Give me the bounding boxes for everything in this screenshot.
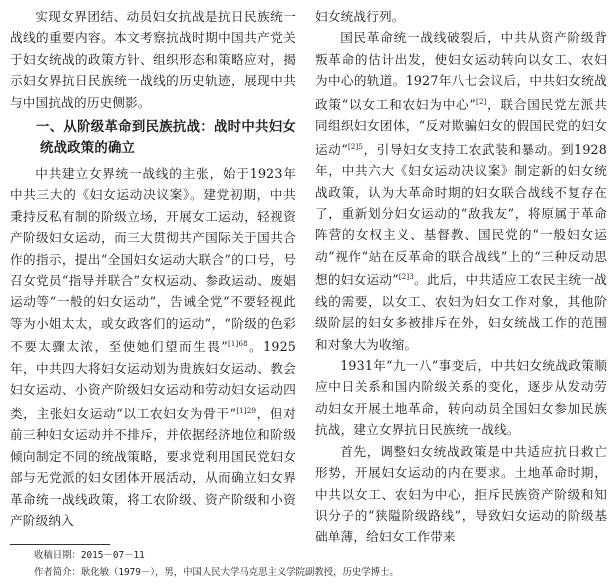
footnote-marker: [2]3	[398, 273, 415, 282]
paragraph-text: ，但对前三种妇女运动并不排斥，并依据经济地位和阶级倾向制定不同的统战策略，要求党利用国民党妇女部与无党派的妇女团体开展活动，从而确立妇女界革命统一战线政策，将工农阶级、资产阶级和小资产阶级纳入	[10, 405, 296, 528]
section-heading: 一、从阶级革命到民族抗战：战时中共妇女统战政策的确立	[36, 120, 296, 157]
left-column	[10, 6, 296, 531]
footnotes	[34, 547, 604, 581]
body-paragraph	[10, 163, 296, 531]
body-paragraph: 1931年“九一八”事变后，中共妇女统战政策顺应中日关系和国内阶级关系的变化，逐步从发动劳动妇女开展土地革命，转向动员全国妇女参加民族抗战，建立女界抗日民族统一战线。	[315, 358, 607, 438]
right-column	[315, 6, 607, 548]
author-bio: 作者简介：耿化敏（1979－），男，中国人民大学马克思主义学院副教授，历史学博士。	[34, 567, 399, 578]
paragraph-text: 国民革命统一战线破裂后，中共从资产阶级背叛革命的估计出发，使妇女运动转向以女工、农妇为中心的轨道。1927年八七会议后，中共妇女统战政策“以女工和农妇为中心”	[315, 30, 607, 112]
body-paragraph	[315, 27, 607, 355]
paragraph-text: ，引导妇女支持工农武装和暴动。到1928年，中共六大《妇女运动决议案》制定新的妇女统战政策，认为大革命时期的妇女联合战线不复存在了，重新划分妇女运动的“敌我友”，将原属于革命阵营的女权主义、基督教、国民党的“一般妇女运动”视作“站在反革命的联合战线”上的“三种反动思想的妇女运动”	[315, 141, 607, 288]
received-date: 收稿日期：2015－07－11	[34, 550, 145, 561]
intro-paragraph: 实现女界团结、动员妇女抗战是抗日民族统一战线的重要内容。本文考察抗战时期中国共产党关于妇女统战的政策方针、组织形态和策略应对，揭示妇女界抗日民族统一战线的历史轨迹，展现中共与中国抗战的历史侧影。	[10, 9, 296, 110]
paragraph-text: ，联合国民党左派共同组织妇女团体，“反对欺骗妇女的假国民党的妇女运动”	[315, 96, 607, 157]
footnote-marker: [1]29	[236, 406, 257, 415]
footnote-marker: [2]5	[347, 142, 364, 151]
paragraph-text: 。此后，中共适应工农民主统一战线的需要，以女工、农妇为妇女工作对象，其他阶级阶层的妇女多被排斥在外，妇女统战工作的范围和对象大为收缩。	[315, 272, 608, 352]
footnote-marker: [1]68	[227, 340, 248, 349]
footnote-divider	[10, 544, 110, 545]
paragraph-text: 。1925年，中共四大将妇女运动划为贵族妇女运动、教会妇女运动、小资产阶级妇女运动和劳动妇女运动四类，主张妇女运动“以工农妇女为骨干”	[10, 339, 296, 421]
footnote-marker: [2]	[476, 97, 487, 106]
continuation-paragraph: 妇女统战行列。	[315, 9, 405, 24]
paragraph-text: 中共建立女界统一战线的主张，始于1923年中共三大的《妇女运动决议案》。建党初期，中共秉持反私有制的阶级立场，开展女工运动，轻视资产阶级妇女运动，而三大贯彻共产国际关于国共合作的指示，提出“全国妇女运动大联合”的口号，号召女党员“指导并联合”女权运动、参政运动、废娼运动等“一般的妇女运动”，告诫全党“不要轻视此等为小姐太太，或女政客们的运动”，“阶级的色彩不要太骤太浓，至使她们望而生畏”	[10, 166, 296, 355]
body-paragraph: 首先，调整妇女统战政策是中共适应抗日救亡形势，开展妇女运动的内在要求。土地革命时期，中共以女工、农妇为中心，拒斥民族资产阶级和知识分子的“狭隘阶级路线”，导致妇女运动的阶级基础单薄，给妇女工作带来	[315, 443, 607, 545]
